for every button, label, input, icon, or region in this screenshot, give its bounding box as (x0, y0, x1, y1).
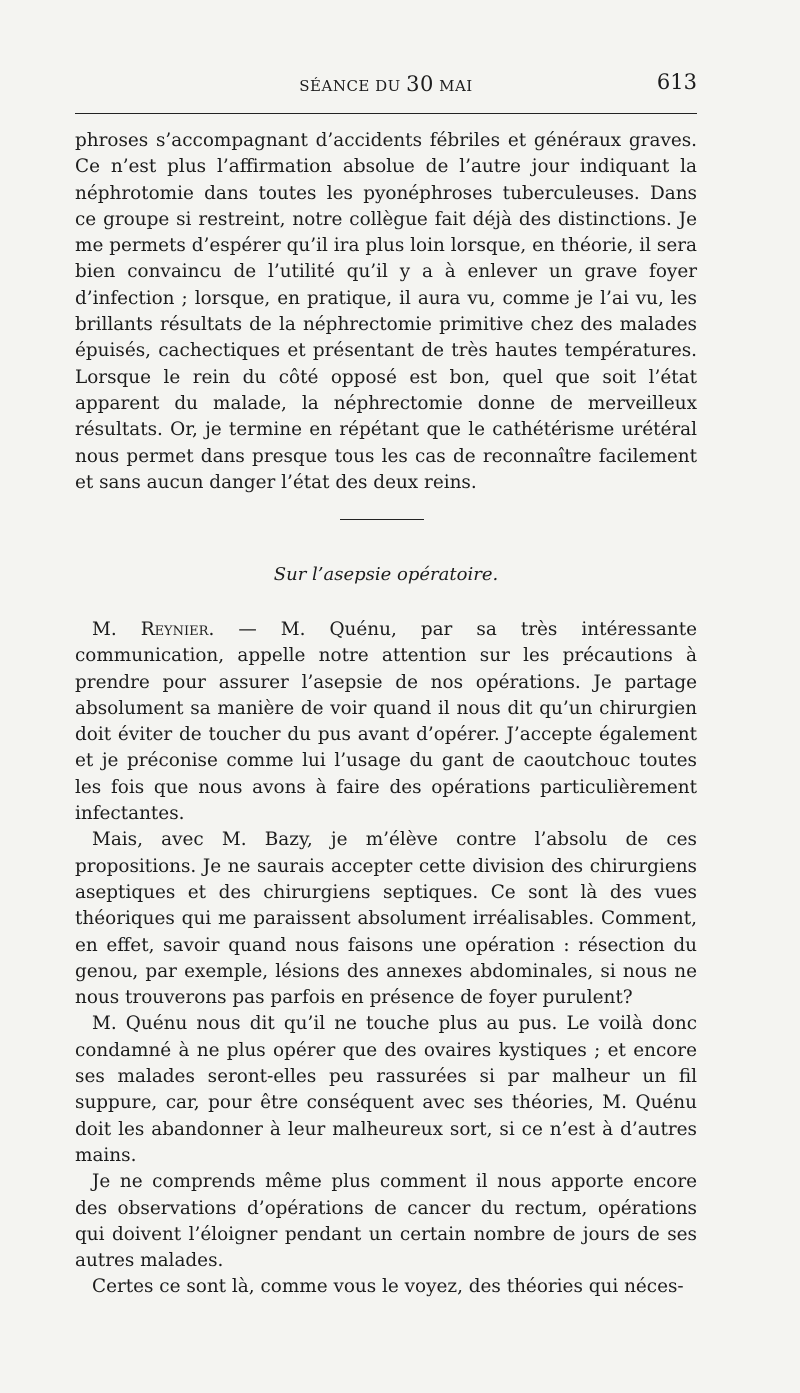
running-title-pre: SÉANCE DU (299, 77, 407, 95)
text-block-top (75, 128, 697, 496)
header-rule (75, 113, 697, 114)
paragraph-bazy: Mais, avec M. Bazy, je m’élève contre l’absolu de ces propositions. Je ne saurais accepter cette division des chirurgiens aseptiques et des chirurgiens septiques. Ce sont là des vues théoriques qui me paraissent absolument irréalisables. Comment, en effet, savoir quand nous faisons une opération : résection du genou, par exemple, lésions des annexes abdominales, si nous ne nous trouverons pas parfois en présence de foyer purulent? (75, 829, 697, 1009)
running-title-day: 30 (406, 72, 434, 96)
speaker-prefix: M. (92, 619, 141, 640)
section-title: Sur l’asepsie opératoire. (273, 564, 499, 585)
paragraph-reynier (75, 617, 697, 827)
paragraph-reynier-text: . — M. Quénu, par sa très intéressante communication, appelle notre attention sur les précautions à prendre pour assurer l’asepsie de nos opérations. Je partage absolument sa manière de voir quand il nous dit qu’un chirurgien doit éviter de toucher du pus avant d’opérer. J’accepte également et je préconise comme lui l’usage du gant de caoutchouc toutes les fois que nous avons à faire des opérations particulièrement infectantes. (75, 619, 697, 825)
paragraph-final: Certes ce sont là, comme vous le voyez, des théories qui néces- (92, 1276, 684, 1298)
paragraph-quenu: M. Quénu nous dit qu’il ne touche plus au pus. Le voilà donc condamné à ne plus opérer que des ovaires kystiques ; et encore ses malades seront-elles peu rassurées si par malheur un fil suppure, car, pour être conséquent avec ses théories, M. Quénu doit les abandonner à leur malheureux sort, si ce n’est à d’autres mains. (75, 1013, 697, 1166)
running-head (75, 66, 697, 100)
running-title-month: MAI (433, 77, 473, 95)
section-separator (340, 519, 424, 520)
speaker-name: Reynier (140, 619, 209, 640)
running-title (75, 72, 697, 96)
paragraph-rectum: Je ne comprends même plus comment il nous apporte encore des observations d’opérations de cancer du rectum, opérations qui doivent l’éloigner pendant un certain nombre de jours de ses autres malades. (75, 1171, 697, 1272)
paragraph-continuation: phroses s’accompagnant d’accidents fébriles et généraux graves. Ce n’est plus l’affirmation absolue de l’autre jour indiquant la néphrotomie dans toutes les pyonéphroses tuberculeuses. Dans ce groupe si restreint, notre collègue fait déjà des distinctions. Je me permets d’espérer qu’il ira plus loin lorsque, en théorie, il sera bien convaincu de l’utilité qu’il y a à enlever un grave foyer d’infection ; lorsque, en pratique, il aura vu, comme je l’ai vu, les brillants résultats de la néphrectomie primitive chez des malades épuisés, cachectiques et présentant de très hautes températures. Lorsque le rein du côté opposé est bon, quel que soit l’état apparent du malade, la néphrectomie donne de merveilleux résultats. Or, je termine en répétant que le cathétérisme urétéral nous permet dans presque tous les cas de reconnaître facilement et sans aucun danger l’état des deux reins. (75, 130, 697, 493)
page-number: 613 (656, 70, 697, 94)
text-block-section (75, 617, 697, 1301)
